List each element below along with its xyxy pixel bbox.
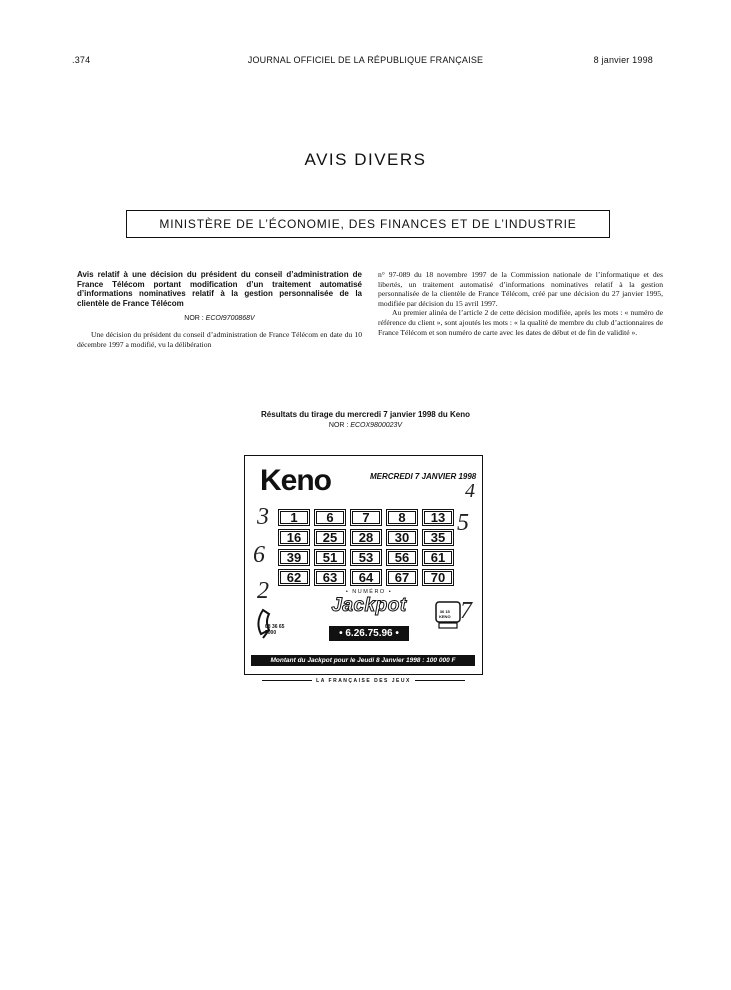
keno-logo: Keno (260, 464, 331, 497)
keno-number: 63 (314, 569, 346, 586)
avis-left-column (77, 270, 362, 349)
keno-number: 7 (350, 509, 382, 526)
phone-line-2: 7000 (265, 630, 277, 636)
decorative-digit: 5 (457, 510, 469, 536)
journal-title: JOURNAL OFFICIEL DE LA RÉPUBLIQUE FRANÇAISE (247, 55, 484, 65)
results-nor (0, 422, 731, 429)
keno-number: 25 (314, 529, 346, 546)
keno-row (278, 509, 458, 526)
keno-number: 1 (278, 509, 310, 526)
results-nor-label: NOR : (328, 422, 349, 429)
results-title: Résultats du tirage du mercredi 7 janvier 1998 du Keno (261, 410, 470, 419)
avis-title: Avis relatif à une décision du président du conseil d’administration de France Télécom portant modification d’un traitement automatisé d’informations nominatives relatif à la gestion personnalisée de la clientèle de France Télécom (77, 270, 362, 308)
avis-right-paragraph-1: n° 97-089 du 18 novembre 1997 de la Commission nationale de l’informatique et des libertés, un traitement automatisé d’informations nominatives relatif à la gestion personnalisée de la clientèle de France Télécom, créé par une décision du 27 janvier 1995, modifiée par décision du 15 avril 1997. (378, 270, 663, 308)
jackpot-logo: Jackpot (331, 595, 407, 616)
phone-line-1: 08 36 65 (265, 624, 285, 630)
keno-row (278, 549, 458, 566)
decorative-digit: 4 (465, 480, 475, 502)
avis-nor (77, 314, 362, 324)
section-title: AVIS DIVERS (304, 150, 427, 169)
results-nor-code: ECOX9800023V (350, 422, 403, 429)
keno-draw-date: MERCREDI 7 JANVIER 1998 (370, 472, 477, 481)
keno-number: 67 (386, 569, 418, 586)
keno-row (278, 529, 458, 546)
keno-results-box (244, 455, 483, 675)
avis-nor-code: ECOI9700868V (205, 315, 255, 323)
minitel-code (439, 609, 451, 619)
keno-number: 6 (314, 509, 346, 526)
keno-number: 61 (422, 549, 454, 566)
minitel-line-1: 36 15 (439, 609, 450, 614)
keno-number: 35 (422, 529, 454, 546)
issue-date: 8 janvier 1998 (593, 55, 653, 65)
keno-number: 28 (350, 529, 382, 546)
page-number: .374 (72, 55, 91, 65)
keno-number: 70 (422, 569, 454, 586)
avis-right-column (378, 270, 663, 337)
decorative-digit: 2 (257, 578, 269, 604)
phone-number (265, 624, 284, 636)
jackpot-numero-label: • NUMÉRO • (345, 589, 393, 595)
jackpot-number: • 6.26.75.96 • (329, 626, 409, 641)
decorative-digit: 3 (257, 504, 269, 530)
avis-nor-label: NOR : (184, 315, 204, 323)
keno-row (278, 569, 458, 586)
minitel-line-2: KENO (439, 614, 451, 619)
ministry-heading: MINISTÈRE DE L’ÉCONOMIE, DES FINANCES ET DE L’INDUSTRIE (126, 210, 610, 238)
avis-right-paragraph-2: Au premier alinéa de l’article 2 de cette décision modifiée, après les mots : « numéro de référence du client », sont ajoutés les mots : « la qualité de membre du club d’actionnaires de France Télécom et son numéro de carte avec les dates de début et de fin de validité ». (378, 308, 663, 337)
keno-number: 56 (386, 549, 418, 566)
keno-number: 64 (350, 569, 382, 586)
keno-number: 39 (278, 549, 310, 566)
keno-number: 51 (314, 549, 346, 566)
keno-number-grid (278, 509, 458, 589)
decorative-digit: 6 (253, 542, 265, 568)
keno-number: 8 (386, 509, 418, 526)
keno-number: 13 (422, 509, 454, 526)
decorative-digit: 7 (460, 598, 472, 624)
avis-left-paragraph: Une décision du président du conseil d’administration de France Télécom en date du 10 décembre 1997 a modifié, vu la délibération (77, 329, 362, 349)
keno-number: 16 (278, 529, 310, 546)
jackpot-amount-banner: Montant du Jackpot pour le Jeudi 8 Janvier 1998 : 100 000 F (251, 655, 475, 666)
keno-number: 62 (278, 569, 310, 586)
keno-number: 30 (386, 529, 418, 546)
jackpot-panel (326, 589, 412, 649)
fdj-credit: LA FRANÇAISE DES JEUX (244, 678, 483, 684)
keno-number: 53 (350, 549, 382, 566)
